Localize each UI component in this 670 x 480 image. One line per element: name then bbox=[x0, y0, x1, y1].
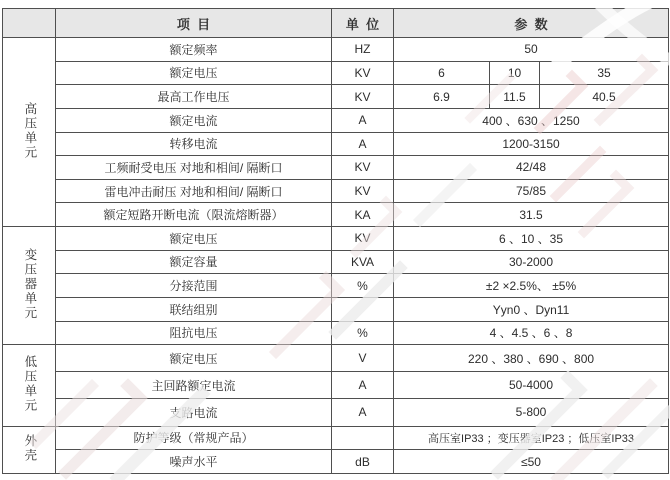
param-cell: 31.5 bbox=[394, 203, 669, 227]
table-row bbox=[3, 38, 669, 62]
unit-cell: dB bbox=[332, 450, 394, 474]
table-row bbox=[3, 250, 669, 274]
group-label-cell bbox=[3, 38, 56, 227]
unit-cell: KV bbox=[332, 156, 394, 180]
item-cell: 工频耐受电压 对地和相间/ 隔断口 bbox=[56, 156, 332, 180]
table-row bbox=[3, 179, 669, 203]
unit-cell: KV bbox=[332, 179, 394, 203]
param-cell: 35 bbox=[540, 61, 669, 85]
item-cell: 额定频率 bbox=[56, 38, 332, 62]
param-cell: ±2 ×2.5%、 ±5% bbox=[394, 274, 669, 298]
unit-cell: KA bbox=[332, 203, 394, 227]
param-cell: 10 bbox=[490, 61, 540, 85]
table-row bbox=[3, 108, 669, 132]
column-header-param: 参 数 bbox=[394, 9, 669, 38]
table-row bbox=[3, 399, 669, 426]
item-cell: 额定短路开断电流（限流熔断器） bbox=[56, 203, 332, 227]
item-cell: 阻抗电压 bbox=[56, 321, 332, 345]
item-cell: 噪声水平 bbox=[56, 450, 332, 474]
spec-table bbox=[2, 8, 669, 474]
table-row bbox=[3, 426, 669, 450]
param-cell: 6 、10 、35 bbox=[394, 227, 669, 251]
item-cell: 联结组别 bbox=[56, 297, 332, 321]
group-label: 高压单元 bbox=[22, 101, 37, 160]
group-label: 外壳 bbox=[22, 433, 37, 463]
unit-cell: A bbox=[332, 372, 394, 399]
group-label-cell bbox=[3, 227, 56, 345]
unit-cell: A bbox=[332, 132, 394, 156]
table-row bbox=[3, 61, 669, 85]
table-row bbox=[3, 297, 669, 321]
table-row bbox=[3, 345, 669, 372]
param-cell: 220 、380 、690 、800 bbox=[394, 345, 669, 372]
param-cell: 1200-3150 bbox=[394, 132, 669, 156]
item-cell: 额定电压 bbox=[56, 227, 332, 251]
unit-cell: % bbox=[332, 274, 394, 298]
table-row bbox=[3, 321, 669, 345]
param-cell: 11.5 bbox=[490, 85, 540, 109]
table-row bbox=[3, 372, 669, 399]
item-cell: 最高工作电压 bbox=[56, 85, 332, 109]
unit-cell bbox=[332, 297, 394, 321]
param-cell: Yyn0 、Dyn11 bbox=[394, 297, 669, 321]
group-label: 变压器单元 bbox=[22, 247, 37, 321]
corner-cell bbox=[3, 9, 56, 38]
table-row bbox=[3, 274, 669, 298]
unit-cell: V bbox=[332, 345, 394, 372]
item-cell: 主回路额定电流 bbox=[56, 372, 332, 399]
param-cell: 30-2000 bbox=[394, 250, 669, 274]
param-cell: 50-4000 bbox=[394, 372, 669, 399]
item-cell: 额定容量 bbox=[56, 250, 332, 274]
item-cell: 额定电流 bbox=[56, 108, 332, 132]
param-cell: ≤50 bbox=[394, 450, 669, 474]
unit-cell: KVA bbox=[332, 250, 394, 274]
group-label-cell bbox=[3, 345, 56, 426]
param-cell: 75/85 bbox=[394, 179, 669, 203]
spec-table-body bbox=[3, 38, 669, 474]
column-header-item: 项 目 bbox=[56, 9, 332, 38]
unit-cell: A bbox=[332, 108, 394, 132]
param-cell: 42/48 bbox=[394, 156, 669, 180]
table-row bbox=[3, 156, 669, 180]
unit-cell: KV bbox=[332, 61, 394, 85]
item-cell: 额定电压 bbox=[56, 61, 332, 85]
item-cell: 额定电压 bbox=[56, 345, 332, 372]
table-row bbox=[3, 203, 669, 227]
group-label-cell bbox=[3, 426, 56, 473]
item-cell: 防护等级（常规产品） bbox=[56, 426, 332, 450]
table-row bbox=[3, 132, 669, 156]
unit-cell: KV bbox=[332, 227, 394, 251]
table-row bbox=[3, 227, 669, 251]
table-row bbox=[3, 450, 669, 474]
column-header-unit: 单 位 bbox=[332, 9, 394, 38]
param-cell: 高压室IP33 ；变压器室IP23 ；低压室IP33 bbox=[394, 426, 669, 450]
unit-cell: % bbox=[332, 321, 394, 345]
param-cell: 5-800 bbox=[394, 399, 669, 426]
param-cell: 6 bbox=[394, 61, 490, 85]
unit-cell: A bbox=[332, 399, 394, 426]
item-cell: 雷电冲击耐压 对地和相间/ 隔断口 bbox=[56, 179, 332, 203]
param-cell: 40.5 bbox=[540, 85, 669, 109]
spec-table-header bbox=[3, 9, 669, 38]
header-row bbox=[3, 9, 669, 38]
unit-cell: HZ bbox=[332, 38, 394, 62]
param-cell: 4 、4.5 、6 、8 bbox=[394, 321, 669, 345]
unit-cell: KV bbox=[332, 85, 394, 109]
item-cell: 支路电流 bbox=[56, 399, 332, 426]
group-label: 低压单元 bbox=[22, 354, 37, 413]
table-row bbox=[3, 85, 669, 109]
item-cell: 转移电流 bbox=[56, 132, 332, 156]
param-cell: 6.9 bbox=[394, 85, 490, 109]
item-cell: 分接范围 bbox=[56, 274, 332, 298]
unit-cell bbox=[332, 426, 394, 450]
param-cell: 50 bbox=[394, 38, 669, 62]
param-cell: 400 、630 、1250 bbox=[394, 108, 669, 132]
